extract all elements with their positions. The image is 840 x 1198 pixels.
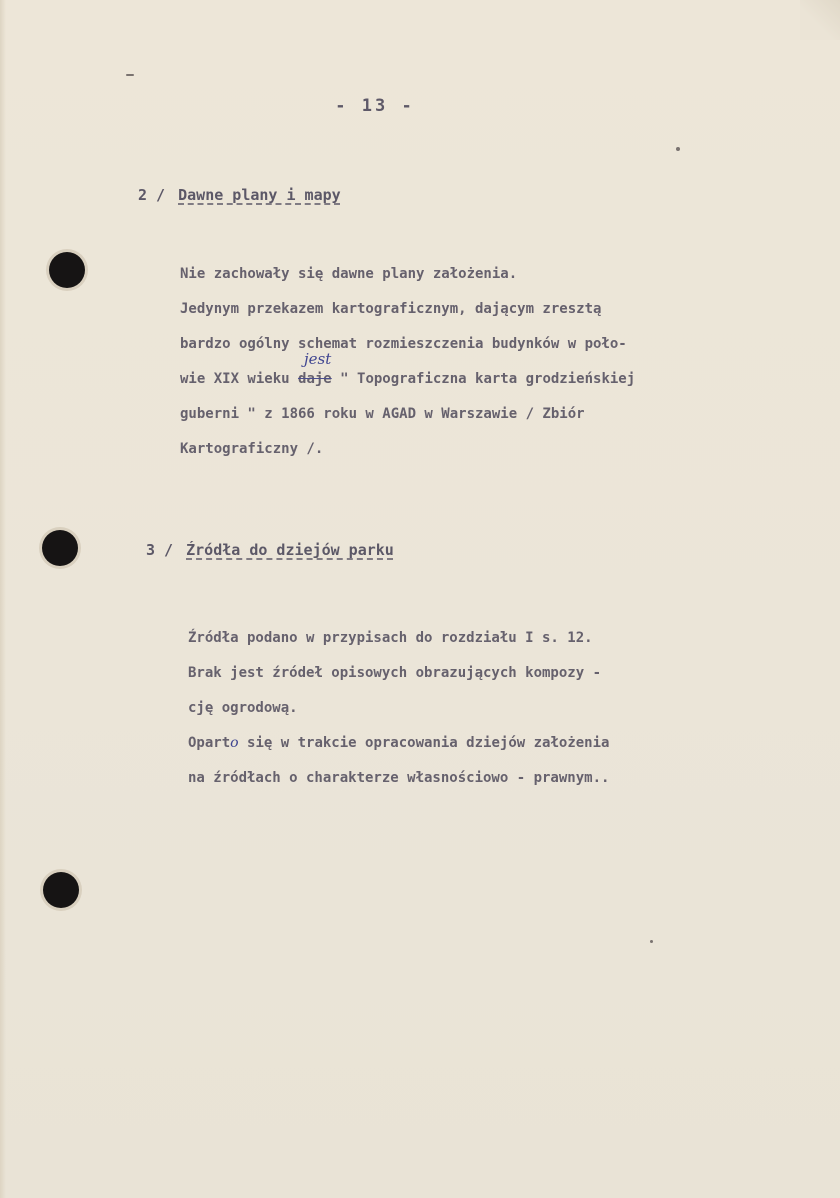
- text-fragment: Opart: [188, 735, 231, 751]
- page-edge-shadow: [0, 0, 6, 1198]
- punch-hole: [43, 872, 79, 908]
- text-line: Nie zachowały się dawne plany założenia.: [180, 266, 518, 282]
- section-body: [180, 257, 635, 467]
- text-line: guberni " z 1866 roku w AGAD w Warszawie / Zbiór: [180, 406, 585, 422]
- handwritten-insertion: jest: [304, 350, 332, 368]
- handwritten-correction: [298, 350, 332, 397]
- punch-hole: [42, 530, 78, 566]
- paper-speck: [126, 74, 134, 76]
- text-line: Brak jest źródeł opisowych obrazujących kompozy -: [188, 665, 602, 681]
- paper-speck: [650, 940, 653, 943]
- struck-word: daje: [298, 371, 332, 387]
- text-line: Jedynym przekazem kartograficznym, dającym zresztą: [180, 301, 602, 317]
- text-fragment: się w trakcie opracowania dziejów założenia: [238, 735, 610, 751]
- text-line: na źródłach o charakterze własnościowo - prawnym..: [188, 770, 610, 786]
- text-line: [180, 350, 636, 397]
- page-fold: [800, 0, 840, 40]
- text-line: bardzo ogólny schemat rozmieszczenia budynków w poło-: [180, 336, 627, 352]
- text-fragment: " Topograficzna karta grodzieńskiej: [331, 371, 636, 387]
- section-heading: [146, 541, 394, 559]
- section-heading: [138, 186, 341, 204]
- section-number: 2 /: [138, 186, 166, 204]
- section-title: Źródła do dziejów parku: [186, 541, 394, 559]
- section-title: Dawne plany i mapy: [178, 186, 341, 204]
- text-line: cję ogrodową.: [188, 700, 298, 716]
- text-line: [188, 726, 609, 761]
- text-line: Źródła podano w przypisach do rozdziału I s. 12.: [188, 630, 593, 646]
- text-fragment: wie XIX wieku: [180, 371, 299, 387]
- handwritten-letter: o: [230, 735, 239, 751]
- text-line: Kartograficzny /.: [180, 441, 324, 457]
- paper-speck: [676, 147, 680, 151]
- section-number: 3 /: [146, 541, 174, 559]
- punch-hole: [49, 252, 85, 288]
- section-body: [188, 621, 609, 796]
- page-number: - 13 -: [335, 96, 415, 116]
